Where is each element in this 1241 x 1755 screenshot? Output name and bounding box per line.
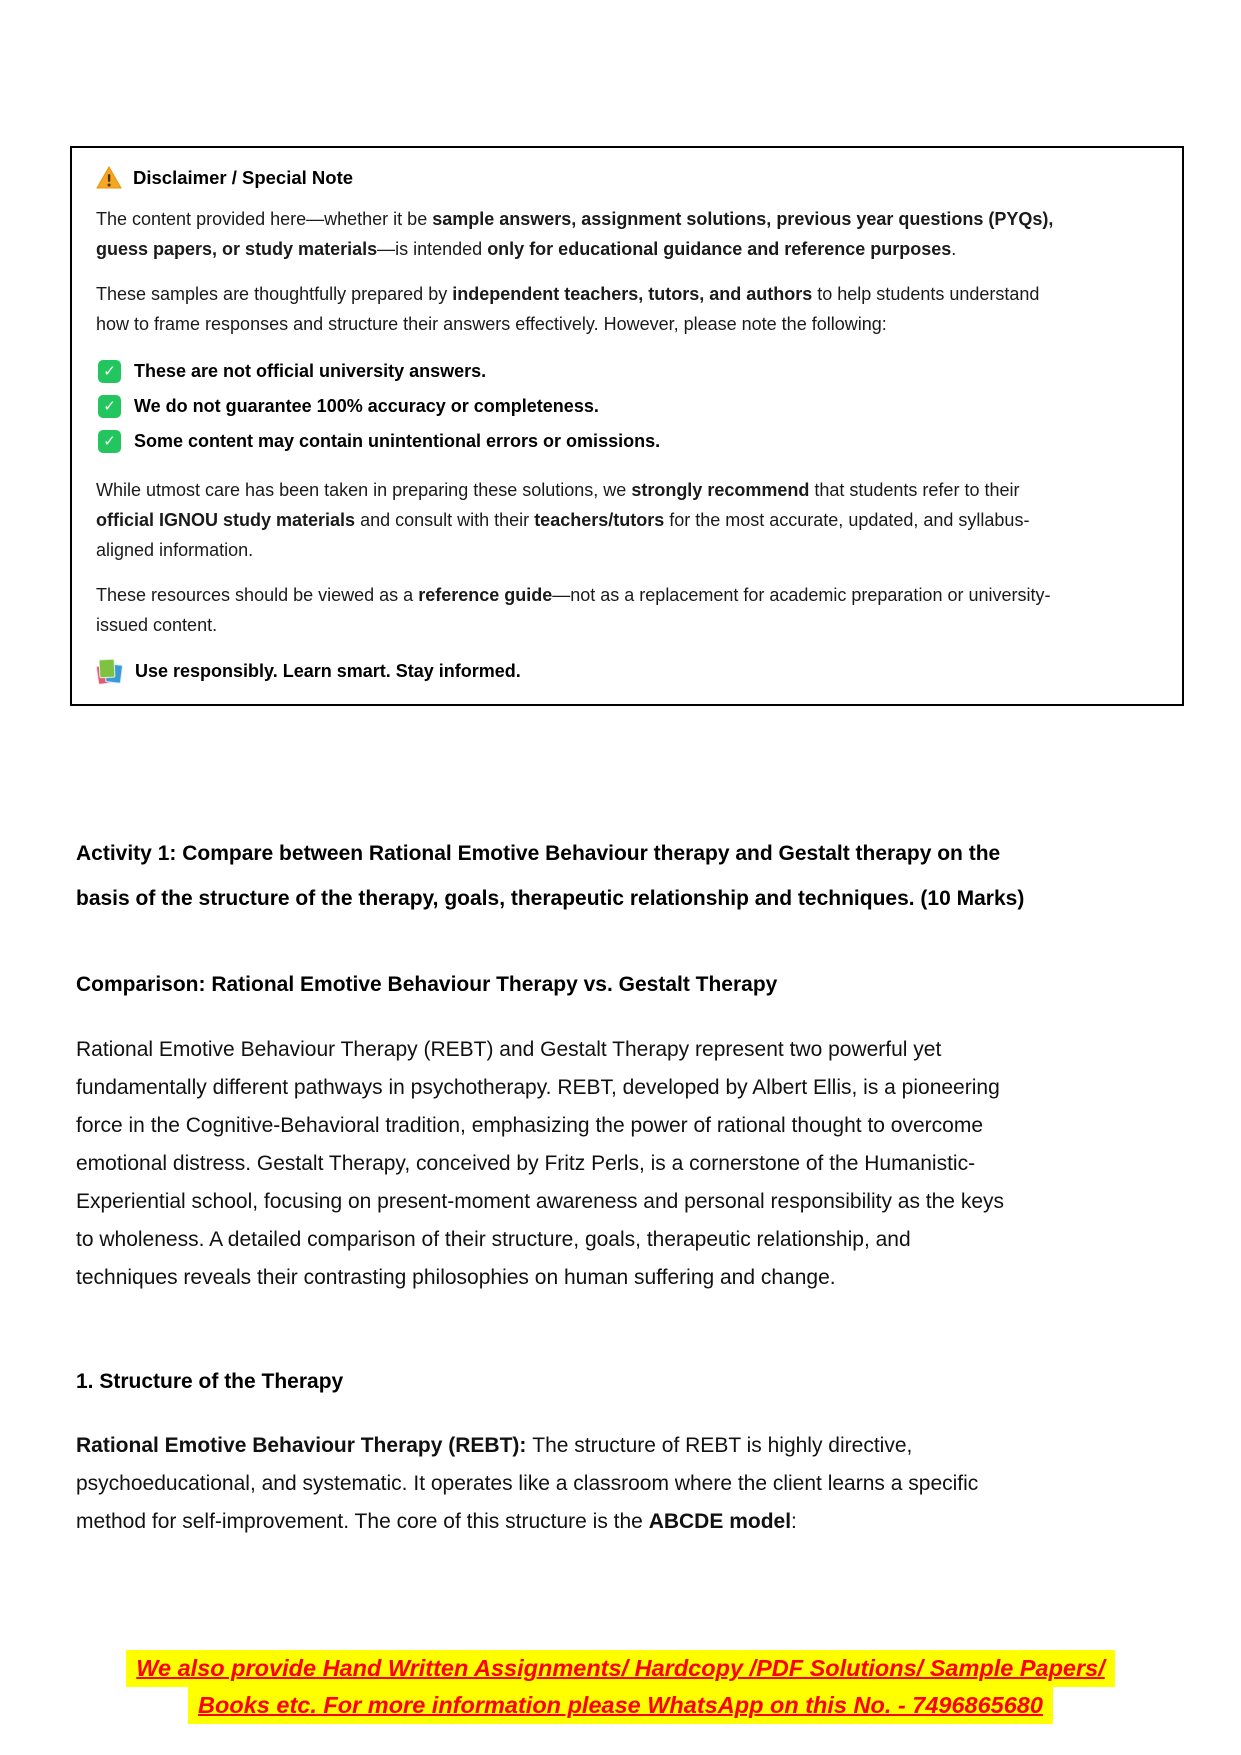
disclaimer-paragraph-3: While utmost care has been taken in preparing these solutions, we strongly recommend that students refer to their official IGNOU study materials and consult with their teachers/tutors for the most accurate, updated, and syllabus-aligned information. [96, 480, 1030, 560]
comparison-intro-paragraph: Rational Emotive Behaviour Therapy (REBT) and Gestalt Therapy represent two powerful yet fundamentally different pathways in psychotherapy. REBT, developed by Albert Ellis, is a pioneering force in the Cognitive-Behavioral tradition, emphasizing the power of rational thought to overcome emotional distress. Gestalt Therapy, conceived by Fritz Perls, is a cornerstone of the Humanistic-Experiential school, focusing on present-moment awareness and personal responsibility as the keys to wholeness. A detailed comparison of their structure, goals, therapeutic relationship, and techniques reveals their contrasting philosophies on human suffering and change. [76, 1038, 1004, 1289]
green-check-icon [98, 360, 121, 383]
books-icon [96, 658, 122, 684]
promo-footer [0, 1650, 1241, 1724]
disclaimer-note-text: Use responsibly. Learn smart. Stay informed. [135, 660, 521, 681]
bold-text-segment: strongly recommend [631, 480, 810, 500]
green-check-icon [98, 430, 121, 453]
comparison-heading: Comparison: Rational Emotive Behaviour Therapy vs. Gestalt Therapy [76, 973, 778, 996]
bold-text-segment: teachers/tutors [534, 510, 665, 530]
rebt-structure-paragraph: Rational Emotive Behaviour Therapy (REBT): The structure of REBT is highly directive, psychoeducational, and systematic. It operates like a classroom where the client learns a specific method for self-improvement. The core of this structure is the ABCDE model: [76, 1434, 979, 1533]
checklist-item-text: These are not official university answers. [134, 361, 487, 381]
promo-footer-line-2: Books etc. For more information please WhatsApp on this No. - 7496865680 [0, 1687, 1241, 1724]
checklist-item [98, 424, 1073, 459]
activity-question-heading: Activity 1: Compare between Rational Emotive Behaviour therapy and Gestalt therapy on the basis of the structure of the therapy, goals, therapeutic relationship and techniques. (10 Marks) [76, 842, 1025, 910]
disclaimer-checklist [96, 354, 1073, 459]
green-check-icon [98, 395, 121, 418]
disclaimer-title-row [96, 166, 1158, 190]
disclaimer-note-row [96, 658, 1158, 684]
disclaimer-title: Disclaimer / Special Note [133, 167, 354, 188]
checklist-item [98, 389, 1073, 424]
checklist-item-text: We do not guarantee 100% accuracy or completeness. [134, 396, 599, 416]
warning-triangle-icon [96, 166, 122, 190]
bold-text-segment: official IGNOU study materials [96, 510, 356, 530]
disclaimer-paragraph-4: These resources should be viewed as a reference guide—not as a replacement for academic preparation or university-issued content. [96, 585, 1051, 635]
bold-text-segment: Rational Emotive Behaviour Therapy (REBT): [76, 1434, 533, 1457]
bold-text-segment: only for educational guidance and reference purposes [487, 239, 952, 259]
checklist-item [98, 354, 1073, 389]
bold-text-segment: independent teachers, tutors, and authors [452, 284, 813, 304]
section-1-heading: 1. Structure of the Therapy [76, 1370, 344, 1393]
disclaimer-box [70, 146, 1184, 706]
bold-text-segment: sample answers, assignment solutions, previous year questions (PYQs), guess papers, or study materials [96, 209, 1054, 259]
disclaimer-paragraph-2: These samples are thoughtfully prepared by independent teachers, tutors, and authors to help students understand how to frame responses and structure their answers effectively. However, please note the following: [96, 284, 1040, 334]
bold-text-segment: ABCDE model [648, 1510, 792, 1533]
promo-footer-line-1: We also provide Hand Written Assignments/ Hardcopy /PDF Solutions/ Sample Papers/ [0, 1650, 1241, 1687]
disclaimer-paragraph-1: The content provided here—whether it be sample answers, assignment solutions, previous year questions (PYQs), guess papers, or study materials—is intended only for educational guidance and reference purposes. [96, 209, 1054, 259]
checklist-item-text: Some content may contain unintentional errors or omissions. [134, 431, 661, 451]
bold-text-segment: reference guide [418, 585, 553, 605]
